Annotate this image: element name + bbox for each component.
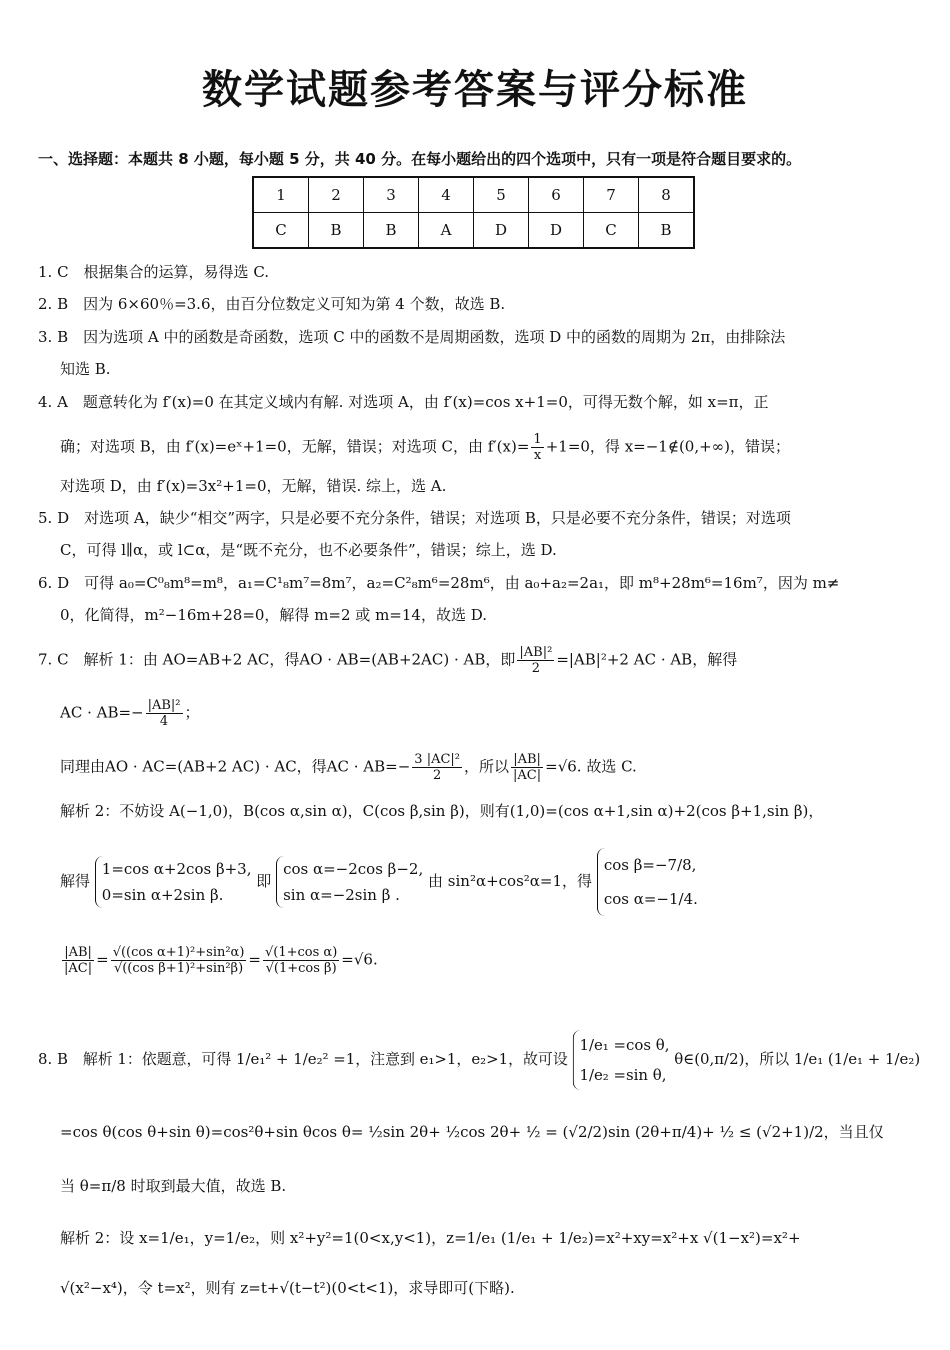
solution-q3-line2: 知选 B. <box>60 360 111 378</box>
solution-q6-line1: 6. D 可得 a₀=C⁰₈m⁸=m⁸，a₁=C¹₈m⁷=8m⁷，a₂=C²₈m⁶=28m⁶，由 a₀+a₂=2a₁，即 m⁸+28m⁶=16m⁷，因为 m≠ <box>38 574 840 592</box>
fraction <box>517 645 554 676</box>
text-segment: 同理由AO · AC=(AB+2 AC) · AC，得AC · AB=− <box>60 757 411 776</box>
answer-cell: D <box>529 213 584 249</box>
text-segment: =|AB|²+2 AC · AB，解得 <box>556 650 738 669</box>
denominator: |AC| <box>513 768 542 783</box>
answer-cell: C <box>584 213 639 249</box>
equation: 1/e₁ =cos θ, <box>579 1036 670 1054</box>
answer-cell: D <box>474 213 529 249</box>
question-number-cell: 5 <box>474 177 529 213</box>
numerator: |AB| <box>511 752 543 768</box>
solution-q3-line1: 3. B 因为选项 A 中的函数是奇函数，选项 C 中的函数不是周期函数，选项 D 中的函数的周期为 2π，由排除法 <box>38 328 786 346</box>
equation-system <box>276 856 423 908</box>
equation-system <box>95 856 252 908</box>
solution-q5-line1: 5. D 对选项 A，缺少“相交”两字，只是必要不充分条件，错误；对选项 B，只是必要不充分条件，错误；对选项 <box>38 509 791 527</box>
fraction <box>412 752 462 783</box>
answer-cell: C <box>253 213 309 249</box>
question-number-cell: 1 <box>253 177 309 213</box>
fraction <box>531 432 543 463</box>
solution-q5-line2: C，可得 l∥α，或 l⊂α，是“既不充分，也不必要条件”，错误；综上，选 D. <box>60 541 557 559</box>
numerator: |AB| <box>62 945 94 961</box>
solution-q7-line6: $\frac{|AB|}{|AC|}$ = $\frac{\text{√((cos α+1)²+sin²α)}}{\text{√((cos β+1)²+sin²β)}}$ = $\frac{\text{√(1+cos α)}}{\text{√(1+cos β)}}$ =√6. <box>64 945 378 976</box>
solution-q7-line5 <box>60 848 698 916</box>
denominator: 2 <box>531 661 540 676</box>
text-segment: 确；对选项 B，由 f′(x)=eˣ+1=0，无解，错误；对选项 C，由 f′(x)= <box>60 437 530 456</box>
denominator: 2 <box>433 768 442 783</box>
equation-system <box>573 1030 670 1090</box>
equation-system <box>597 848 698 916</box>
solution-q8-line4: 解析 2：设 x=1/e₁，y=1/e₂，则 x²+y²=1(0<x,y<1)，z=1/e₁ (1/e₁ + 1/e₂)=x²+xy=x²+x √(1−x²)=x²+ <box>60 1229 801 1247</box>
text-segment: 即 <box>256 872 272 890</box>
equation: cos α=−2cos β−2, <box>283 860 424 878</box>
answer-table-answer-row <box>253 213 694 249</box>
denominator: √(1+cos β) <box>265 961 337 976</box>
solution-q7-line2 <box>60 698 200 729</box>
text-segment: ； <box>184 703 200 722</box>
text-segment: 由 sin²α+cos²α=1，得 <box>428 872 593 890</box>
solution-q8-line3: 当 θ=π/8 时取到最大值，故选 B. <box>60 1177 287 1195</box>
solution-q4-line1: 4. A 题意转化为 f′(x)=0 在其定义域内有解. 对选项 A，由 f′(x)=cos x+1=0，可得无数个解，如 x=π，正 <box>38 393 769 411</box>
solution-q8-line5: √(x²−x⁴)，令 t=x²，则有 z=t+√(t−t²)(0<t<1)，求导即可(下略). <box>60 1279 515 1297</box>
text-segment: =√6. 故选 C. <box>545 757 637 776</box>
text-segment: 8. B 解析 1：依题意，可得 1/e₁² + 1/e₂² =1，注意到 e₁>1，e₂>1，故可设 <box>38 1050 568 1068</box>
fraction <box>146 698 183 729</box>
denominator: 4 <box>159 714 169 729</box>
text-segment: =√6. <box>341 950 378 969</box>
question-number-cell: 3 <box>364 177 419 213</box>
answer-cell: B <box>364 213 419 249</box>
numerator: |AB|² <box>519 645 553 660</box>
section-heading-multiple-choice: 一、选择题：本题共 8 小题，每小题 5 分，共 40 分。在每小题给出的四个选项中，只有一项是符合题目要求的。 <box>38 150 802 168</box>
equation: cos β=−7/8, <box>603 856 697 874</box>
answer-table <box>252 176 695 249</box>
fraction <box>111 945 247 976</box>
question-number-cell: 6 <box>529 177 584 213</box>
solution-q1: 1. C 根据集合的运算，易得选 C. <box>38 263 270 281</box>
solution-q4-line2 <box>60 432 790 463</box>
solution-q8-line2: =cos θ(cos θ+sin θ)=cos²θ+sin θcos θ= ½sin 2θ+ ½cos 2θ+ ½ = (√2/2)sin (2θ+π/4)+ ½ ≤ (√2+1)/2，当且仅 <box>60 1123 884 1141</box>
question-number-cell: 7 <box>584 177 639 213</box>
denominator: |AC| <box>64 961 93 976</box>
numerator: √(1+cos α) <box>265 945 338 960</box>
solution-q4-line3: 对选项 D，由 f′(x)=3x²+1=0，无解，错误. 综上，选 A. <box>60 477 447 495</box>
solution-q2: 2. B 因为 6×60％=3.6，由百分位数定义可知为第 4 个数，故选 B. <box>38 295 506 313</box>
answer-cell: A <box>419 213 474 249</box>
solution-q7-line1 <box>38 645 737 676</box>
equation: cos α=−1/4. <box>603 890 698 908</box>
fraction <box>62 945 94 976</box>
question-number-cell: 8 <box>639 177 695 213</box>
text-segment: 7. C 解析 1：由 AO=AB+2 AC，得AO · AB=(AB+2AC) · AB，即 <box>38 650 516 669</box>
page-title: 数学试题参考答案与评分标准 <box>202 67 748 113</box>
solution-q7-line4: 解析 2：不妨设 A(−1,0)，B(cos α,sin α)，C(cos β,sin β)，则有(1,0)=(cos α+1,sin α)+2(cos β+1,sin β)， <box>60 802 824 820</box>
numerator: |AB|² <box>147 698 181 713</box>
numerator: √((cos α+1)²+sin²α) <box>112 945 245 960</box>
question-number-cell: 4 <box>419 177 474 213</box>
text-segment: AC · AB=− <box>60 703 144 722</box>
solution-q7-line3 <box>60 752 637 783</box>
equation: sin α=−2sin β . <box>283 886 400 904</box>
solution-q8-line1 <box>38 1030 920 1090</box>
equation: 1/e₂ =sin θ, <box>579 1066 667 1084</box>
text-segment: θ∈(0,π/2)，所以 1/e₁ (1/e₁ + 1/e₂) <box>674 1050 921 1068</box>
equation: 0=sin α+2sin β. <box>101 886 224 904</box>
denominator: √((cos β+1)²+sin²β) <box>113 961 244 976</box>
text-segment: ，所以 <box>464 757 510 776</box>
numerator: 1 <box>533 432 542 447</box>
answer-table-number-row <box>253 177 694 213</box>
answer-cell: B <box>639 213 695 249</box>
equation: 1=cos α+2cos β+3, <box>101 860 252 878</box>
solution-q6-line2: 0，化简得，m²−16m+28=0，解得 m=2 或 m=14，故选 D. <box>60 606 487 624</box>
text-segment: +1=0，得 x=−1∉(0,+∞)，错误； <box>545 437 791 456</box>
denominator: x <box>533 448 542 463</box>
answer-cell: B <box>309 213 364 249</box>
question-number-cell: 2 <box>309 177 364 213</box>
fraction <box>263 945 339 976</box>
text-segment: 解得 <box>60 872 91 890</box>
numerator: 3 |AC|² <box>414 752 461 767</box>
fraction <box>511 752 543 783</box>
